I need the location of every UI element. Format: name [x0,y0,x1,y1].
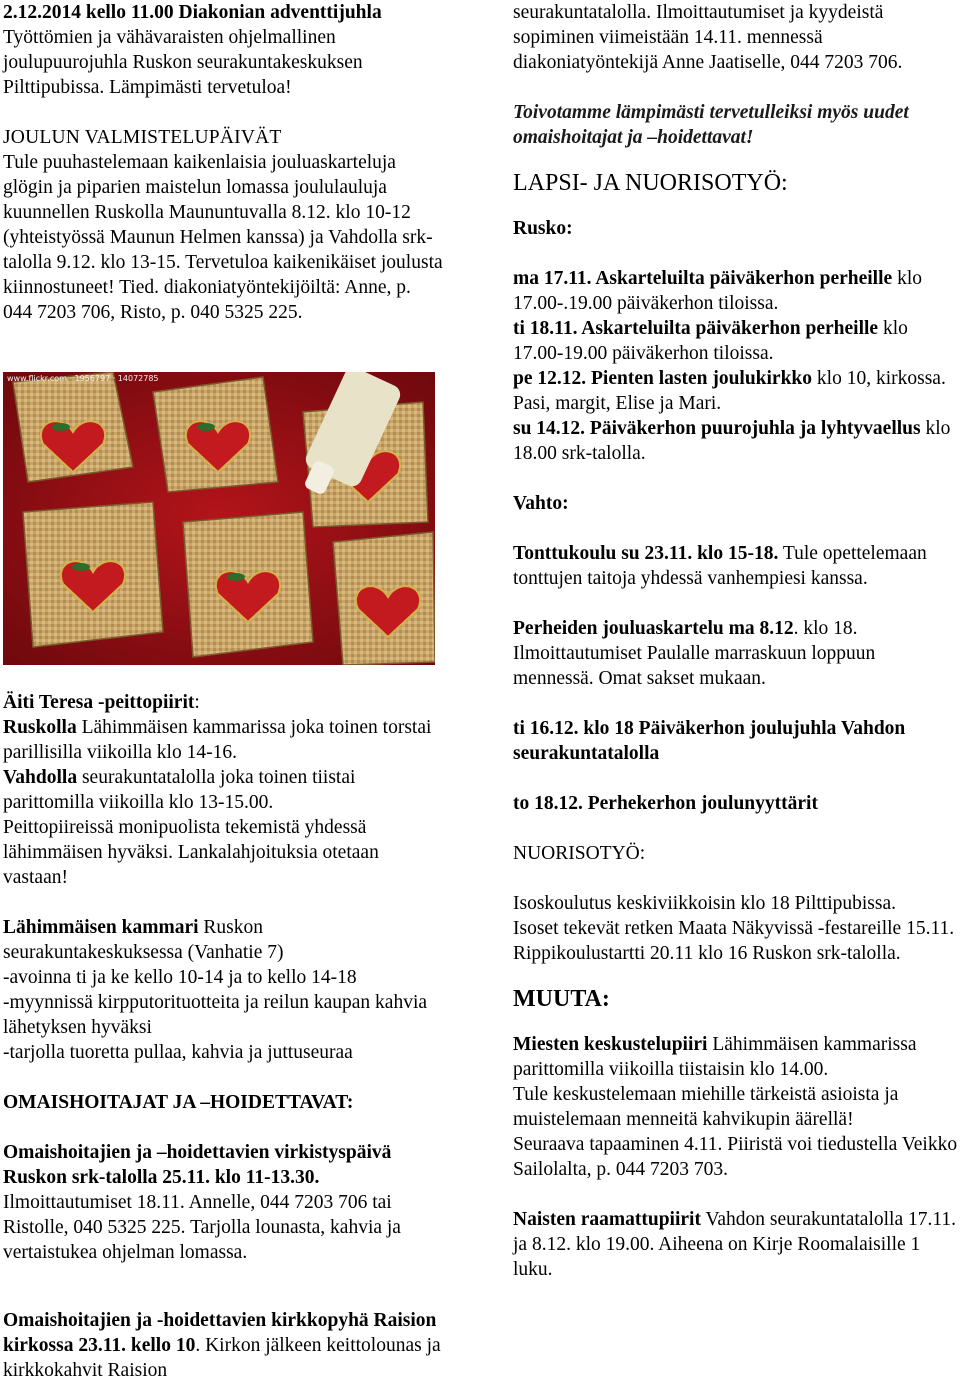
perheiden-section [513,616,960,691]
welcome-text: Toivotamme lämpimästi tervetulleiksi myös uudet omaishoitajat ja –hoidettavat! [513,102,909,148]
joulujuhla-title: ti 16.12. klo 18 Päiväkerhon joulujuhla Vahdon seurakuntatalolla [513,718,906,764]
omaishoitajat-heading [3,1090,443,1115]
right-column [513,0,960,1282]
kammari-title: Lähimmäisen kammari [3,917,199,938]
list-item-text: klo 10, kirkossa. Pasi, margit, Elise ja Mari. [513,368,946,414]
list-item [513,318,908,364]
joulujuhla-section [513,716,960,766]
valmistelu-section [3,125,443,325]
left-column [3,0,443,325]
list-item [513,268,922,314]
naisten-body: Vahdon seurakuntatalolla 17.11. ja 8.12. klo 19.00. Aiheena on Kirje Roomalaisille 1 luku. [513,1209,957,1280]
perheiden-body: . klo 18. Ilmoittautumiset Paulalle marraskuun loppuun mennessä. Omat sakset mukaan. [513,618,876,689]
aiti-vahdolla-label: Vahdolla [3,767,78,788]
miesten-title: Miesten keskustelupiiri [513,1034,708,1055]
valmistelu-heading: JOULUN VALMISTELUPÄIVÄT [3,127,282,148]
intro-date-line: 2.12.2014 kello 11.00 Diakonian adventtijuhla [3,2,382,23]
valmistelu-body: Tule puuhastelemaan kaikenlaisia jouluaskarteluja glögin ja piparien maistelun lomassa joululauluja kuunnellen Ruskolla Maununtuvalla 8.12. klo 10-12 (yhteistyössä Maunun Helmen kanssa) ja Vahdolla srk-talolla 9.12. klo 13-15. Tervetuloa kaikenikäiset joulusta kiinnostuneet! Tied. diakoniatyöntekijöiltä: Anne, p. 044 7203 706, Risto, p. 040 5325 225. [3,152,443,323]
list-item-text: klo 17.00-19.00 päiväkerhon tiloissa. [513,318,908,364]
intro-body: Työttömien ja vähävaraisten ohjelmallinen joulupuurojuhla Ruskon seurakuntakeskuksen Pilttipubissa. Lämpimästi tervetuloa! [3,27,363,98]
kammari-line-1: -avoinna ti ja ke kello 10-14 ja to kello 14-18 [3,967,357,988]
nyyttarit-title: to 18.12. Perhekerhon joulunyyttärit [513,793,818,814]
naisten-title: Naisten raamattupiirit [513,1209,701,1230]
burlap-heart-photo-icon [3,372,435,665]
rusko-heading [513,216,960,241]
nyyttarit-section [513,791,960,816]
aiti-vahdolla-text: seurakuntatalolla joka toinen tiistai parittomilla viikoilla klo 13-15.00. [3,767,356,813]
burlap-hearts-photo [3,372,435,665]
kammari-location: Ruskon seurakuntakeskuksessa (Vanhatie 7) [3,917,284,963]
list-item-title: ti 18.11. Askarteluilta päiväkerhon perheille [513,318,879,339]
aiti-body: Peittopiireissä monipuolista tekemistä yhdessä lähimmäisen hyväksi. Lankalahjoituksia otetaan vastaan! [3,817,379,888]
list-item-title: pe 12.12. Pienten lasten joulukirkko [513,368,813,389]
kammari-line-3: -tarjolla tuoretta pullaa, kahvia ja juttuseuraa [3,1042,353,1063]
rusko-list [513,266,960,466]
right-continuation: seurakuntatalolla. Ilmoittautumiset ja kyydeistä sopiminen viimeistään 14.11. mennessä diakoniatyöntekijä Anne Jaatiselle, 044 7203 706. [513,2,903,73]
naisten-section [513,1207,960,1282]
nuoriso-line-3: Rippikoulustartti 20.11 klo 16 Ruskon srk-talolla. [513,943,901,964]
rusko-heading-text: Rusko: [513,218,573,239]
miesten-section [513,1032,960,1182]
nuoriso-line-2: Isoset tekevät retken Maata Näkyvissä -festareille 15.11. [513,918,955,939]
virkistys-body: Ilmoittautumiset 18.11. Annelle, 044 7203 706 tai Ristolle, 040 5325 225. Tarjolla lounasta, kahvia ja vertaistukea ohjelman lomassa. [3,1192,401,1263]
kirkkopyha-title: Omaishoitajien ja -hoidettavien kirkkopyhä Raision kirkossa 23.11. kello 10 [3,1310,437,1356]
list-item [513,418,950,464]
lapsi-heading: LAPSI- JA NUORISOTYÖ: [513,170,788,196]
list-item-title: ma 17.11. Askarteluilta päiväkerhon perheille [513,268,893,289]
kirkkopyha-body: . Kirkon jälkeen keittolounas ja kirkkokahvit Raision [3,1335,441,1381]
list-item [513,368,946,414]
nuoriso-line-1: Isoskoulutus keskiviikkoisin klo 18 Pilttipubissa. [513,893,896,914]
perheiden-title: Perheiden jouluaskartelu ma 8.12 [513,618,794,639]
nuoriso-heading: NUORISOTYÖ: [513,843,646,864]
aiti-section [3,690,443,890]
left-column-lower [3,690,443,1383]
photo-credit-label: www.flickr.com · 1956797 · 14072785 [7,374,159,383]
vahto-heading-text: Vahto: [513,493,569,514]
tonttukoulu-body: Tule opettelemaan tonttujen taitoja yhdessä vanhempiesi kanssa. [513,543,927,589]
aiti-ruskolla-text: Lähimmäisen kammarissa joka toinen torstai parillisilla viikoilla klo 14-16. [3,717,432,763]
kirkkopyha-section [3,1308,443,1383]
list-item-title: su 14.12. Päiväkerhon puurojuhla ja lyhtyvaellus [513,418,921,439]
virkistys-title: Omaishoitajien ja –hoidettavien virkistyspäivä Ruskon srk-talolla 25.11. klo 11-13.30. [3,1142,392,1188]
aiti-ruskolla-label: Ruskolla [3,717,77,738]
kammari-line-2: -myynnissä kirpputorituotteita ja reilun kaupan kahvia lähetyksen hyväksi [3,992,428,1038]
intro-section [3,0,443,100]
muuta-heading [513,984,960,1014]
kammari-section [3,915,443,1065]
aiti-heading-suffix: : [194,692,200,713]
virkistys-section [3,1140,443,1265]
vahto-heading [513,491,960,516]
miesten-body: Lähimmäisen kammarissa parittomilla viikoilla tiistaisin klo 14.00. [513,1034,917,1080]
aiti-heading: Äiti Teresa -peittopiirit [3,692,195,713]
nuoriso-section [513,891,960,966]
muuta-heading-text: MUUTA: [513,986,610,1012]
list-item-text: klo 18.00 srk-talolla. [513,418,951,464]
miesten-line-3: Seuraava tapaaminen 4.11. Piiristä voi tiedustella Veikko Sailolalta, p. 044 7203 703. [513,1134,958,1180]
tonttukoulu-section [513,541,960,591]
tonttukoulu-title: Tonttukoulu su 23.11. klo 15-18. [513,543,779,564]
omaishoitajat-heading-text: OMAISHOITAJAT JA –HOIDETTAVAT: [3,1092,354,1113]
miesten-line-2: Tule keskustelemaan miehille tärkeistä asioista ja muistelemaan menneitä kahvikupin äärellä! [513,1084,899,1130]
list-item-text: klo 17.00-.19.00 päiväkerhon tiloissa. [513,268,922,314]
